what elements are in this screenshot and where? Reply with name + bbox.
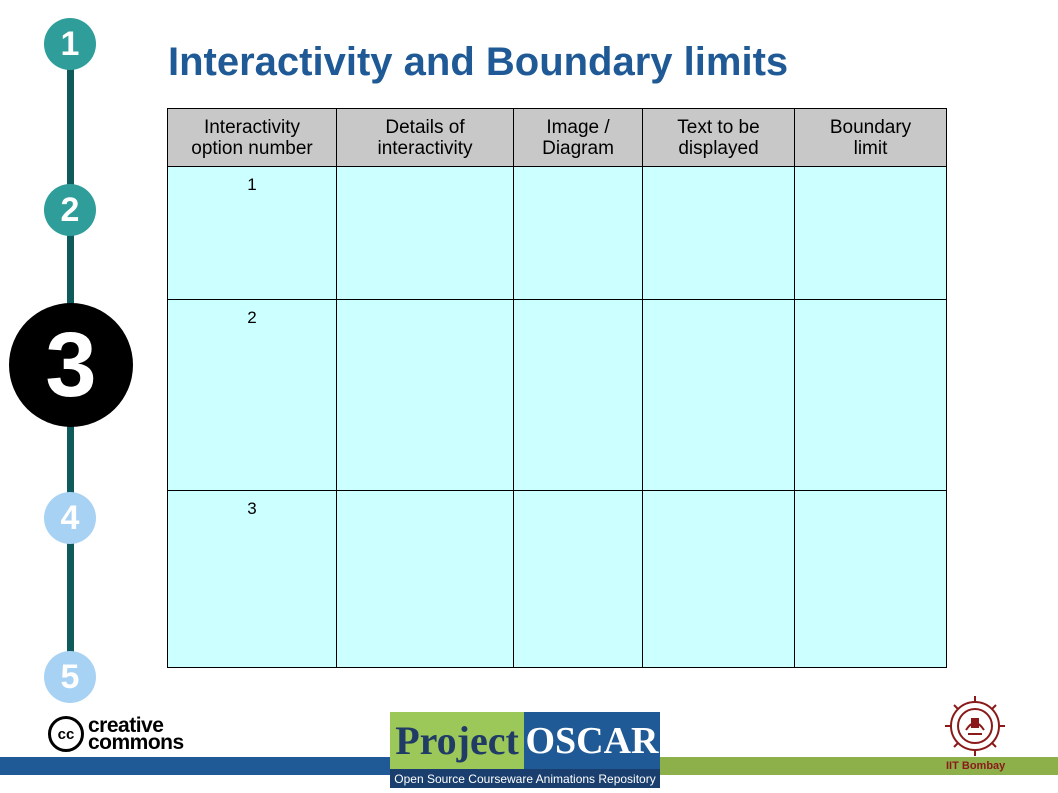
oscar-name-word: OSCAR xyxy=(525,719,659,762)
iit-bombay-label: IIT Bombay xyxy=(946,760,1006,772)
table-cell[interactable] xyxy=(643,491,795,668)
column-header-text: Text to be displayed xyxy=(643,109,795,167)
table-cell[interactable] xyxy=(643,167,795,300)
step-1[interactable] xyxy=(44,18,96,70)
table-cell[interactable] xyxy=(795,167,947,300)
step-2[interactable] xyxy=(44,184,96,236)
cc-word-commons: commons xyxy=(88,731,184,754)
cc-wordmark xyxy=(88,714,184,754)
creative-commons-logo xyxy=(48,716,184,752)
table-cell[interactable] xyxy=(514,300,643,491)
step-3-current[interactable] xyxy=(9,303,133,427)
column-header-details: Details of interactivity xyxy=(337,109,514,167)
table-cell[interactable] xyxy=(337,167,514,300)
column-header-boundary: Boundary limit xyxy=(795,109,947,167)
table-row xyxy=(168,167,947,300)
table-cell[interactable] xyxy=(337,300,514,491)
cc-word-creative: creative xyxy=(88,714,164,737)
row-number-cell: 3 xyxy=(168,491,337,668)
table-row xyxy=(168,300,947,491)
column-header-image: Image / Diagram xyxy=(514,109,643,167)
interactivity-table xyxy=(167,108,947,668)
step-3-label: 3 xyxy=(45,313,97,416)
step-1-label: 1 xyxy=(60,24,80,63)
step-5[interactable] xyxy=(44,651,96,703)
table-cell[interactable] xyxy=(514,167,643,300)
oscar-project-word: Project xyxy=(390,712,524,769)
table-row xyxy=(168,491,947,668)
step-4[interactable] xyxy=(44,492,96,544)
row-number-cell: 2 xyxy=(168,300,337,491)
oscar-tagline: Open Source Courseware Animations Repository xyxy=(390,769,660,788)
iit-bombay-seal-icon xyxy=(940,690,1010,770)
column-header-option-number: Interactivity option number xyxy=(168,109,337,167)
table-cell[interactable] xyxy=(795,300,947,491)
step-4-label: 4 xyxy=(60,498,80,537)
table-header-row xyxy=(168,109,947,167)
table-cell[interactable] xyxy=(643,300,795,491)
page-title: Interactivity and Boundary limits xyxy=(168,40,789,84)
step-5-label: 5 xyxy=(60,657,80,696)
table-cell[interactable] xyxy=(514,491,643,668)
table-cell[interactable] xyxy=(795,491,947,668)
project-oscar-logo xyxy=(390,712,660,788)
row-number-cell: 1 xyxy=(168,167,337,300)
cc-icon xyxy=(48,716,84,752)
table-cell[interactable] xyxy=(337,491,514,668)
step-2-label: 2 xyxy=(60,190,80,229)
cc-symbol: cc xyxy=(57,725,75,743)
